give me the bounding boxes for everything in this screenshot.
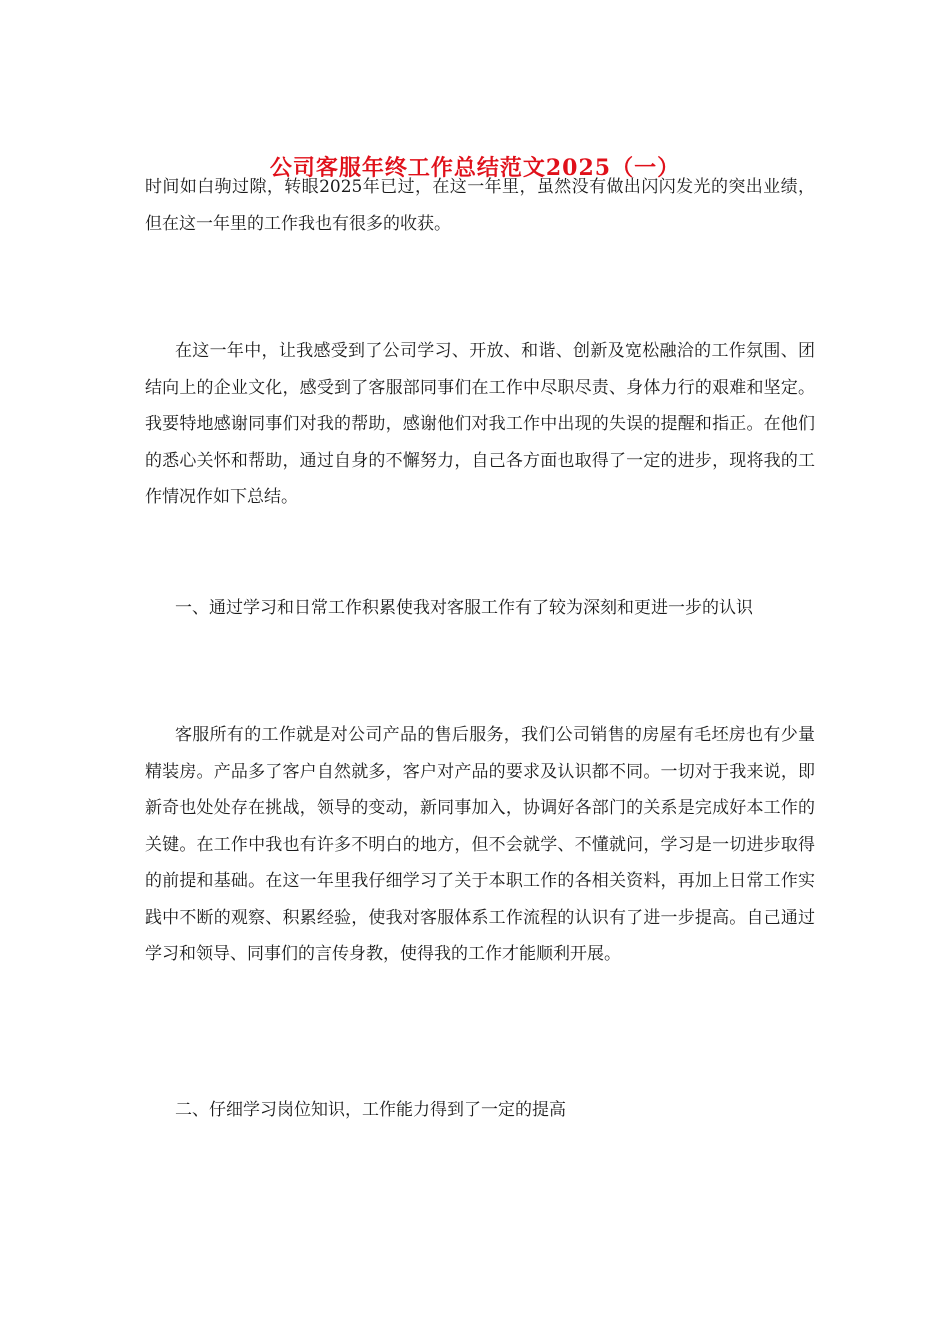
paragraph-section-1-body: 客服所有的工作就是对公司产品的售后服务，我们公司销售的房屋有毛坯房也有少量精装房。产品多了客户自然就多，客户对产品的要求及认识都不同。一切对于我来说，即新奇也处处存在挑战，领导的变动，新同事加入，协调好各部门的关系是完成好本工作的关键。在工作中我也有许多不明白的地方，但不会就学、不懂就问，学习是一切进步取得的前提和基础。在这一年里我仔细学习了关于本职工作的各相关资料，再加上日常工作实践中不断的观察、积累经验，使我对客服体系工作流程的认识有了进一步提高。自己通过学习和领导、同事们的言传身教，使得我的工作才能顺利开展。 xyxy=(145,725,815,964)
document-title: 公司客服年终工作总结范文2025（一） xyxy=(269,155,681,181)
section-heading-1: 一、通过学习和日常工作积累使我对客服工作有了较为深刻和更进一步的认识 xyxy=(175,598,753,618)
paragraph-thanks: 在这一年中，让我感受到了公司学习、开放、和谐、创新及宽松融洽的工作氛围、团结向上的企业文化，感受到了客服部同事们在工作中尽职尽责、身体力行的艰难和坚定。我要特地感谢同事们对我的帮助，感谢他们对我工作中出现的失误的提醒和指正。在他们的悉心关怀和帮助，通过自身的不懈努力，自己各方面也取得了一定的进步，现将我的工作情况作如下总结。 xyxy=(145,341,815,507)
paragraph-intro: 时间如白驹过隙，转眼2025年已过，在这一年里，虽然没有做出闪闪发光的突出业绩，但在这一年里的工作我也有很多的收获。 xyxy=(145,177,815,234)
section-heading-2: 二、仔细学习岗位知识，工作能力得到了一定的提高 xyxy=(175,1100,566,1120)
